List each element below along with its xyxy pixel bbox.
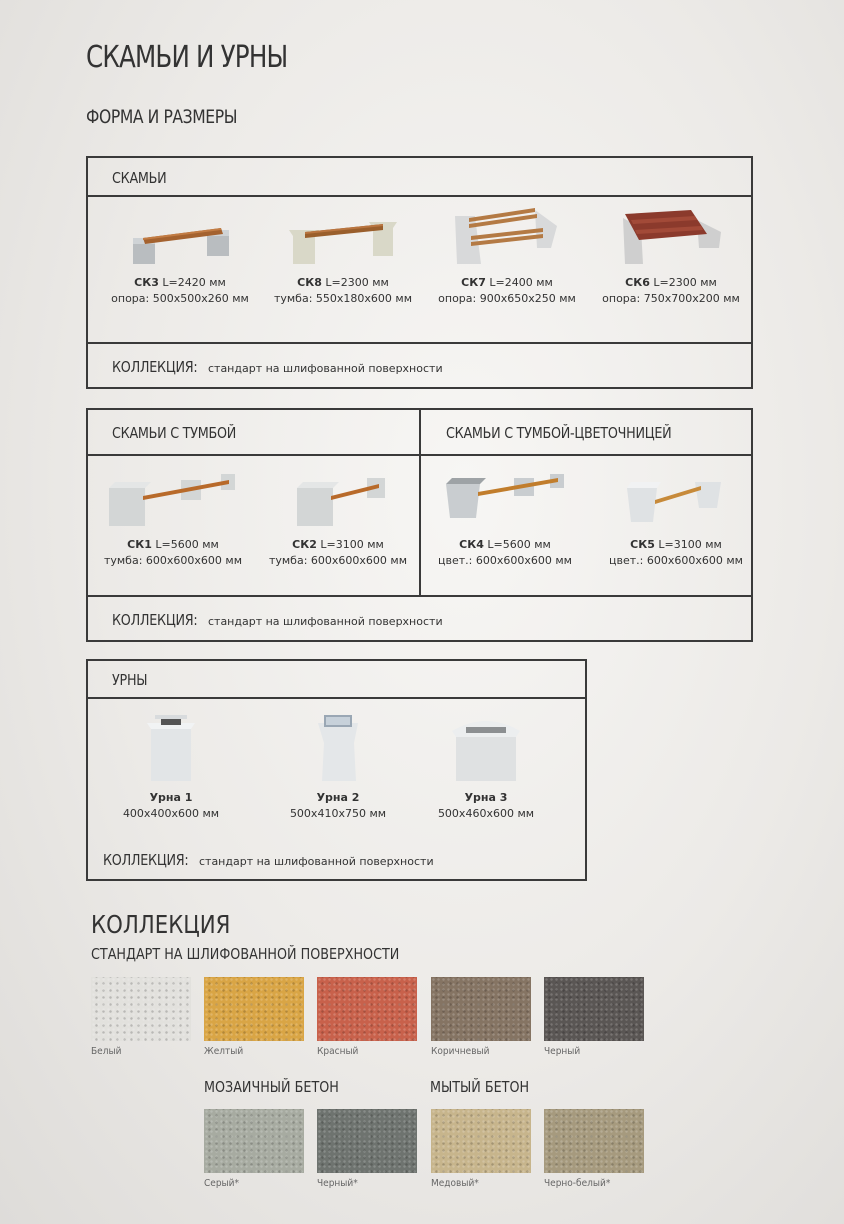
bench-flowerpot-long-icon (420, 468, 590, 530)
urn-2: Урна 2 500х410х750 мм (253, 713, 423, 820)
washed-1-label: Черно-белый* (544, 1178, 611, 1189)
washed-heading: МЫТЫЙ БЕТОН (430, 1078, 530, 1096)
collection-title: КОЛЛЕКЦИЯ (91, 910, 231, 939)
standard-4-label: Черный (544, 1046, 581, 1057)
standard-2-swatch (317, 977, 417, 1041)
standard-1-label: Желтый (204, 1046, 244, 1057)
bench-sk2: СК2 L=3100 мм тумба: 600х600х600 мм (253, 468, 423, 567)
benches-collection: КОЛЛЕКЦИЯ: стандарт на шлифованной поверхности (112, 358, 443, 376)
pedestal-benches-heading: СКАМЬИ С ТУМБОЙ (112, 424, 237, 442)
bench-sk7: СК7 L=2400 мм опора: 900х650х250 мм (422, 206, 592, 305)
benches-heading: СКАМЬИ (112, 169, 167, 187)
collection-subtitle: СТАНДАРТ НА ШЛИФОВАННОЙ ПОВЕРХНОСТИ (91, 945, 400, 963)
urn-square-icon (86, 713, 256, 783)
washed-0-swatch (431, 1109, 531, 1173)
urn-3: Урна 3 500х460х600 мм (401, 713, 571, 820)
standard-3-swatch (431, 977, 531, 1041)
mosaic-0-swatch (204, 1109, 304, 1173)
bench-sk8: СК8 L=2300 мм тумба: 550х180х600 мм (258, 206, 428, 305)
bench-sk5: СК5 L=3100 мм цвет.: 600х600х600 мм (591, 468, 761, 567)
washed-0-label: Медовый* (431, 1178, 479, 1189)
bench-backrest-red-icon (586, 206, 756, 268)
urns-heading: УРНЫ (112, 671, 148, 689)
bench-flowerpot-short-icon (591, 468, 761, 530)
standard-3-label: Коричневый (431, 1046, 490, 1057)
mosaic-0-label: Серый* (204, 1178, 240, 1189)
page-subtitle: ФОРМА И РАЗМЕРЫ (86, 106, 238, 128)
standard-0-label: Белый (91, 1046, 122, 1057)
urns-collection: КОЛЛЕКЦИЯ: стандарт на шлифованной поверхности (103, 851, 434, 869)
bench-backrest-icon (422, 206, 592, 268)
standard-1-swatch (204, 977, 304, 1041)
mosaic-1-swatch (317, 1109, 417, 1173)
standard-2-label: Красный (317, 1046, 359, 1057)
mosaic-heading: МОЗАИЧНЫЙ БЕТОН (204, 1078, 339, 1096)
bench-pedestal-icon (258, 206, 428, 268)
standard-4-swatch (544, 977, 644, 1041)
bench-concrete-wood-icon (95, 206, 265, 268)
standard-0-swatch (91, 977, 191, 1041)
flowerpot-benches-heading: СКАМЬИ С ТУМБОЙ-ЦВЕТОЧНИЦЕЙ (446, 424, 672, 442)
washed-1-swatch (544, 1109, 644, 1173)
bench-sk4: СК4 L=5600 мм цвет.: 600х600х600 мм (420, 468, 590, 567)
bench-pedestal-long-icon (88, 468, 258, 530)
page-title: СКАМЬИ И УРНЫ (86, 40, 288, 75)
urn-1: Урна 1 400х400х600 мм (86, 713, 256, 820)
pedestal-benches-section (86, 408, 753, 642)
bench-sk6: СК6 L=2300 мм опора: 750х700х200 мм (586, 206, 756, 305)
mosaic-1-label: Черный* (317, 1178, 358, 1189)
urns-section (86, 659, 587, 881)
benches-section (86, 156, 753, 389)
urn-shaped-icon (253, 713, 423, 783)
bench-sk1: СК1 L=5600 мм тумба: 600х600х600 мм (88, 468, 258, 567)
urn-domed-icon (401, 713, 571, 783)
pedestal-benches-collection: КОЛЛЕКЦИЯ: стандарт на шлифованной поверхности (112, 611, 443, 629)
bench-sk3: СК3 L=2420 мм опора: 500х500х260 мм (95, 206, 265, 305)
bench-pedestal-short-icon (253, 468, 423, 530)
